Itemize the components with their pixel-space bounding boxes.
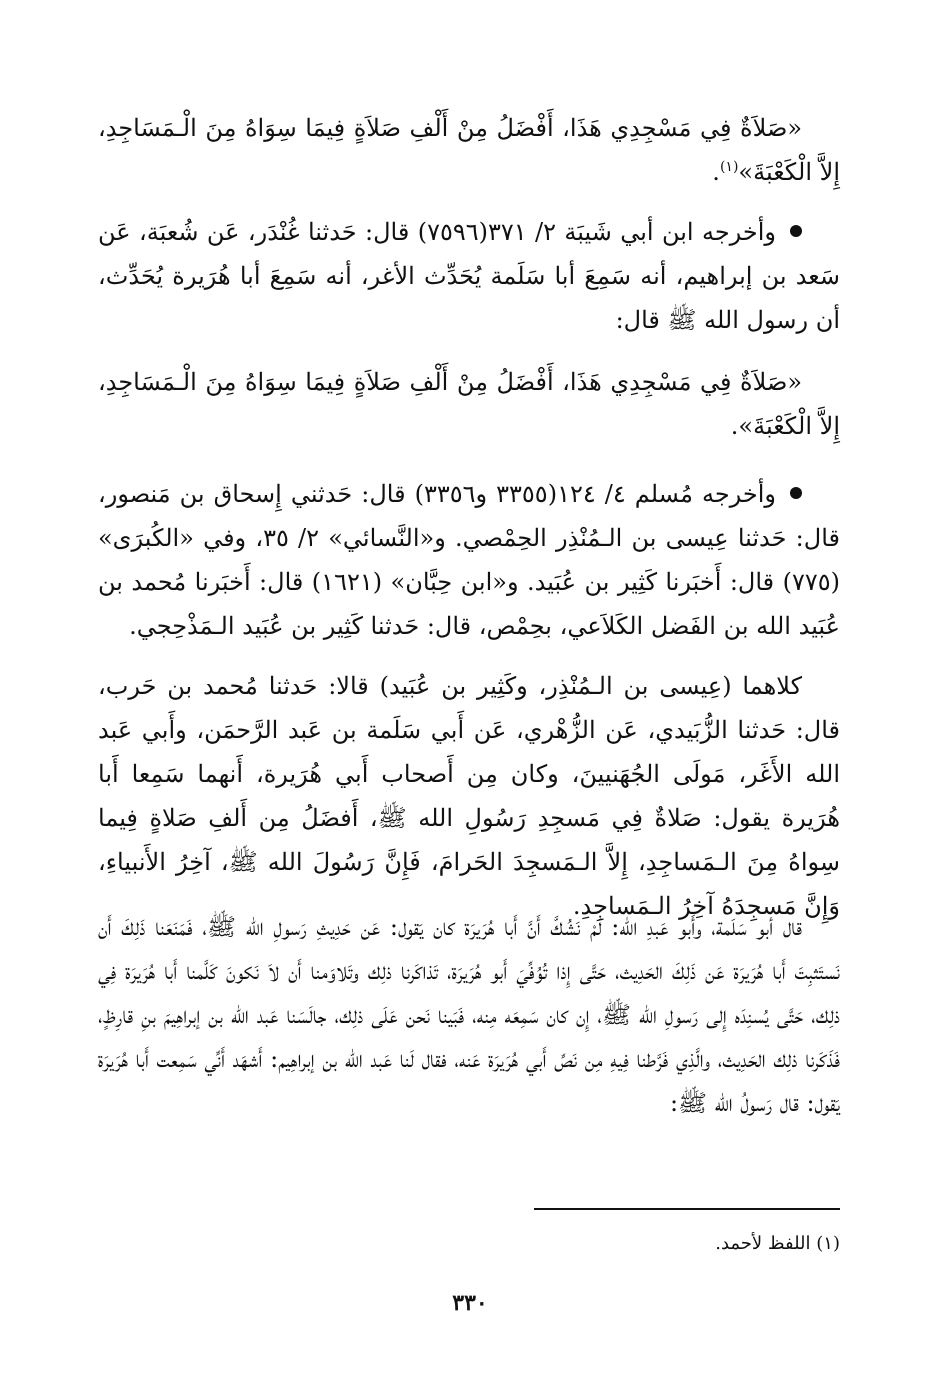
hadith-quote-paragraph	[98, 106, 840, 194]
quote-end-period: .	[712, 158, 720, 186]
footnote-text: (١) اللفظ لأحمد.	[715, 1233, 840, 1254]
footnote-reference: (١)	[719, 159, 739, 175]
hadith-quote-paragraph-2: «صَلاَةٌ فِي مَسْجِدِي هَذَا، أَفْضَلُ مِنْ أَلْفِ صَلاَةٍ فِيمَا سِوَاهُ مِنَ الْـمَسَاجِدِ، إِلاَّ الْكَعْبَةَ».	[98, 368, 840, 440]
hadith-quote-text: «صَلاَةٌ فِي مَسْجِدِي هَذَا، أَفْضَلُ مِنْ أَلْفِ صَلاَةٍ فِيمَا سِوَاهُ مِنَ الْـمَسَاجِدِ، إِلاَّ الْكَعْبَةَ»	[98, 114, 840, 186]
footnote-divider	[534, 1208, 840, 1210]
bullet-icon	[790, 487, 802, 499]
page-number: ٣٣٠	[452, 1290, 488, 1316]
narration-paragraph-2: قال أبو سَلَمة، وأَبو عَبدِ الله: لَمْ نَشُكَّ أَنَّ أَبا هُرَيرَة كان يَقول: عَن حَدِيثِ رَسولِ الله ﷺ، فَمَنَعَنا ذَلِكَ أَن نَستَثبِتَ أَبا هُرَيرَة عَن ذَلِكَ الحَدِيث، حَتَّى إِذا تُوُفِّيَ أَبو هُرَيرَة، تَذاكَرنا ذلِك وتَلاوَمنا أَن لاَ نَكونَ كَلَّمنا أَبا هُرَيرَة فِي ذلِك، حَتَّى يُسنِدَه إِلى رَسولِ الله ﷺ، إِن كان سَمِعَه مِنه، فَبَينا نَحن عَلَى ذلِك، جالَسَنا عَبد الله بن إبراهِيمَ بنِ قارِظٍ، فَذَكَرنا ذلِك الحَدِيث، والَّذِي فَرَّطنا فِيهِ مِن نَصِّ أَبي هُرَيرَة عَنه، فقال لَنا عَبد الله بن إبراهِيم: أَشهَد أَنِّي سَمِعت أَبا هُرَيرَة يَقول: قال رَسولُ الله ﷺ:	[98, 913, 840, 1117]
narration-paragraph: كلاهما (عِيسى بن الـمُنْذِر، وكَثِير بن عُبَيد) قالا: حَدثنا مُحمد بن حَرب، قال: حَدثنا الزُّبَيدي، عَن الزُّهْري، عَن أَبي سَلَمة بن عَبد الرَّحمَن، وأَبي عَبد الله الأَغَر، مَولَى الجُهَنيينَ، وكان مِن أَصحاب أَبي هُرَيرة، أَنهما سَمِعا أَبا هُرَيرة يقول: صَلاةٌ فِي مَسجِدِ رَسُولِ الله ﷺ، أَفضَلُ مِن أَلفِ صَلاةٍ فِيما سِواهُ مِنَ الـمَساجِدِ، إِلاَّ الـمَسجِدَ الحَرامَ، فَإِنَّ رَسُولَ الله ﷺ، آخِرُ الأَنبياءِ، وَإِنَّ مَسجِدَهُ آخِرُ الـمَساجِدِ.	[98, 672, 840, 920]
takhrij-paragraph-ibn-abi-shayba	[98, 210, 840, 342]
paragraph-text: وأخرجه ابن أبي شَيبَة ٢/ ٣٧١(٧٥٩٦) قال: حَدثنا غُنْدَر، عَن شُعبَة، عَن سَعد بن إبراهيم، أنه سَمِعَ أبا سَلَمة يُحَدِّث الأغر، أنه سَمِعَ أبا هُرَيرة يُحَدِّث، أن رسول الله ﷺ قال:	[98, 218, 840, 334]
takhrij-paragraph-muslim	[98, 472, 840, 648]
paragraph-text: وأخرجه مُسلم ٤/ ١٢٤(٣٣٥٥ و٣٣٥٦) قال: حَدثني إِسحاق بن مَنصور، قال: حَدثنا عِيسى بن الـمُنْذِر الحِمْصي. و«النَّسائي» ٢/ ٣٥، وفي «الكُبرَى» (٧٧٥) قال: أَخبَرنا كَثِير بن عُبَيد. و«ابن حِبَّان» (١٦٢١) قال: أَخبَرنا مُحمد بن عُبَيد الله بن الفَضل الكَلاَعي، بحِمْص، قال: حَدثنا كَثِير بن عُبَيد الـمَذْحِجي.	[98, 480, 840, 640]
bullet-icon	[790, 225, 802, 237]
